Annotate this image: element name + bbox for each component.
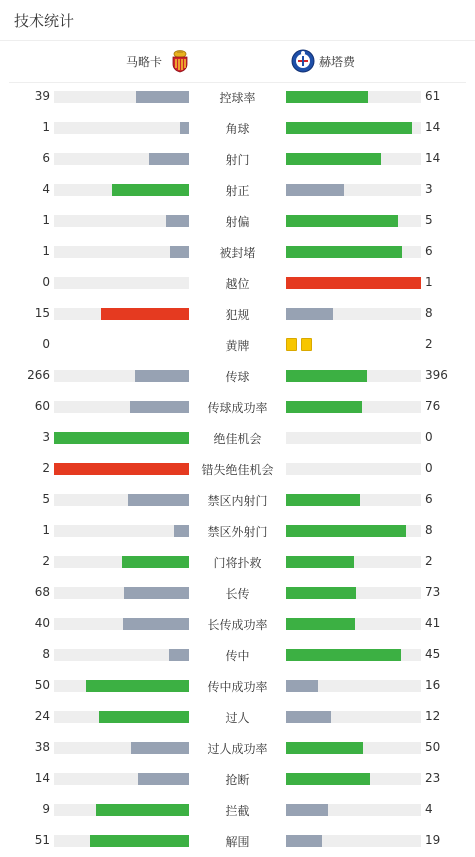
away-value: 1 [425,275,433,289]
away-bar-fill [286,804,328,816]
away-bar-track [286,122,421,134]
home-bar-fill [96,804,189,816]
away-value: 8 [425,306,433,320]
home-bar-track [54,587,189,599]
stat-label: 传球 [225,370,250,384]
home-team [126,49,192,73]
home-bar-fill [128,494,189,506]
away-bar-track [286,401,421,413]
away-bar-track [286,587,421,599]
away-value: 14 [425,120,441,134]
away-bar-track [286,804,421,816]
away-bar-fill [286,835,322,847]
away-bar-fill [286,525,406,537]
stat-label: 射正 [225,184,250,198]
home-value: 1 [42,523,50,537]
home-bar-track [54,401,189,413]
away-value: 0 [425,461,433,475]
home-bar-fill [112,184,189,196]
home-value: 3 [42,430,50,444]
away-bar-track [286,277,421,289]
home-bar-fill [136,91,189,103]
home-bar-track [54,277,189,289]
stat-label: 传球成功率 [207,401,268,415]
away-team-crest-icon [291,49,315,73]
home-team-name: 马略卡 [126,54,163,69]
home-bar-fill [135,370,189,382]
stat-label: 长传 [225,587,250,601]
title-bar [0,0,475,41]
away-bar-fill [286,773,370,785]
home-value: 1 [42,244,50,258]
home-bar-fill [99,711,189,723]
home-bar-track [54,91,189,103]
stat-label: 控球率 [219,91,256,105]
home-bar-track [54,711,189,723]
stat-row [0,453,475,484]
home-value: 9 [42,802,50,816]
stat-label: 错失绝佳机会 [201,463,274,477]
stat-row [0,391,475,422]
page-title: 技术统计 [14,12,75,30]
away-bar-fill [286,742,363,754]
away-value: 2 [425,554,433,568]
stat-row [0,143,475,174]
stat-row [0,236,475,267]
stat-label: 射门 [225,153,250,167]
home-bar-track [54,680,189,692]
away-bar-track [286,773,421,785]
home-bar-track [54,773,189,785]
away-bar-track [286,91,421,103]
stat-row [0,298,475,329]
home-value: 38 [34,740,50,754]
stat-label: 传中 [225,649,250,663]
away-bar-fill [286,277,421,289]
away-bar-fill [286,587,356,599]
away-bar-fill [286,401,362,413]
home-value: 4 [42,182,50,196]
stat-row [0,81,475,112]
away-bar-fill [286,308,333,320]
away-bar-track [286,525,421,537]
away-value: 76 [425,399,441,413]
away-bar-track [286,835,421,847]
home-value: 40 [34,616,50,630]
away-bar-track [286,742,421,754]
away-value: 19 [425,833,441,847]
away-value: 41 [425,616,441,630]
stat-label: 射偏 [225,215,250,229]
away-bar-track [286,246,421,258]
stat-row [0,360,475,391]
away-bar-track [286,556,421,568]
away-value: 2 [425,337,433,351]
away-team-name: 赫塔费 [319,54,356,69]
stat-row [0,639,475,670]
home-bar-track [54,649,189,661]
stat-label: 越位 [225,277,250,291]
home-bar-track [54,742,189,754]
stat-label: 禁区内射门 [207,494,268,508]
home-team-crest-icon [168,49,192,73]
stat-label: 绝佳机会 [213,432,262,446]
home-value: 0 [42,275,50,289]
home-bar-track [54,618,189,630]
away-bar-fill [286,184,344,196]
away-value: 45 [425,647,441,661]
stat-row [0,205,475,236]
home-bar-fill [166,215,189,227]
away-bar-fill [286,153,381,165]
home-bar-fill [174,525,189,537]
away-value: 23 [425,771,441,785]
away-bar-track [286,370,421,382]
home-bar-track [54,153,189,165]
yellow-card-icon [301,338,312,351]
home-bar-fill [101,308,189,320]
home-value: 60 [34,399,50,413]
stat-label: 解围 [225,835,250,849]
away-value: 6 [425,492,433,506]
away-value: 61 [425,89,441,103]
home-bar-fill [130,401,189,413]
away-bar-fill [286,122,412,134]
away-value: 73 [425,585,441,599]
away-value: 12 [425,709,441,723]
away-bar-fill [286,370,367,382]
home-bar-track [54,494,189,506]
away-value: 0 [425,430,433,444]
away-value: 396 [425,368,448,382]
stat-row [0,577,475,608]
stat-row [0,825,475,856]
home-value: 14 [34,771,50,785]
stat-row [0,267,475,298]
home-value: 266 [27,368,50,382]
home-bar-fill [180,122,189,134]
stat-row [0,484,475,515]
stat-row [0,763,475,794]
home-bar-track [54,835,189,847]
home-bar-fill [131,742,189,754]
away-bar-fill [286,494,360,506]
home-value: 0 [42,337,50,351]
stat-row [0,174,475,205]
away-bar-fill [286,680,318,692]
away-value: 14 [425,151,441,165]
home-value: 2 [42,461,50,475]
stat-row [0,329,475,360]
home-value: 1 [42,213,50,227]
home-value: 68 [34,585,50,599]
stat-row [0,422,475,453]
away-bar-track [286,711,421,723]
stat-label: 门将扑救 [213,556,262,570]
home-bar-track [54,463,189,475]
away-value: 8 [425,523,433,537]
away-team [291,49,355,73]
home-bar-track [54,184,189,196]
away-bar-track [286,184,421,196]
home-bar-fill [54,432,189,444]
away-bar-track [286,463,421,475]
home-bar-fill [122,556,190,568]
home-bar-track [54,246,189,258]
home-value: 6 [42,151,50,165]
home-value: 15 [34,306,50,320]
home-value: 2 [42,554,50,568]
stat-label: 黄牌 [225,339,250,353]
away-bar-track [286,680,421,692]
home-bar-track [54,432,189,444]
home-bar-track [54,525,189,537]
stat-label: 长传成功率 [207,618,268,632]
home-bar-fill [90,835,189,847]
away-yellow-cards [286,338,312,351]
stat-label: 拦截 [225,804,250,818]
home-value: 51 [34,833,50,847]
home-bar-fill [169,649,189,661]
team-header [9,41,466,83]
stat-label: 被封堵 [219,246,256,260]
stat-label: 抢断 [225,773,250,787]
away-bar-track [286,215,421,227]
yellow-card-icon [286,338,297,351]
home-bar-fill [123,618,189,630]
away-bar-track [286,432,421,444]
stat-row [0,546,475,577]
home-bar-track [54,556,189,568]
home-bar-track [54,122,189,134]
home-value: 1 [42,120,50,134]
stat-row [0,515,475,546]
stat-row [0,670,475,701]
away-bar-track [286,494,421,506]
home-bar-fill [138,773,189,785]
home-value: 39 [34,89,50,103]
away-bar-track [286,649,421,661]
away-bar-track [286,618,421,630]
away-bar-fill [286,649,401,661]
home-bar-track [54,804,189,816]
away-value: 50 [425,740,441,754]
away-bar-fill [286,711,331,723]
stat-label: 过人 [225,711,250,725]
home-value: 8 [42,647,50,661]
stat-label: 角球 [225,122,250,136]
home-bar-fill [54,463,189,475]
home-bar-fill [86,680,189,692]
home-bar-fill [124,587,189,599]
stat-row [0,732,475,763]
away-bar-fill [286,246,402,258]
away-bar-fill [286,618,355,630]
away-value: 16 [425,678,441,692]
home-bar-track [54,215,189,227]
home-value: 24 [34,709,50,723]
stat-label: 过人成功率 [207,742,268,756]
home-bar-fill [170,246,189,258]
stats-list [0,81,475,856]
home-value: 50 [34,678,50,692]
home-bar-track [54,370,189,382]
away-bar-fill [286,91,368,103]
stat-row [0,608,475,639]
away-bar-track [286,308,421,320]
away-value: 3 [425,182,433,196]
home-bar-track [54,308,189,320]
home-value: 5 [42,492,50,506]
away-value: 6 [425,244,433,258]
home-bar-fill [149,153,190,165]
stat-label: 犯规 [225,308,250,322]
stat-label: 禁区外射门 [207,525,268,539]
away-bar-fill [286,556,354,568]
stat-row [0,794,475,825]
stat-label: 传中成功率 [207,680,268,694]
away-bar-track [286,153,421,165]
stat-row [0,112,475,143]
stat-row [0,701,475,732]
away-value: 4 [425,802,433,816]
away-value: 5 [425,213,433,227]
away-bar-fill [286,215,398,227]
